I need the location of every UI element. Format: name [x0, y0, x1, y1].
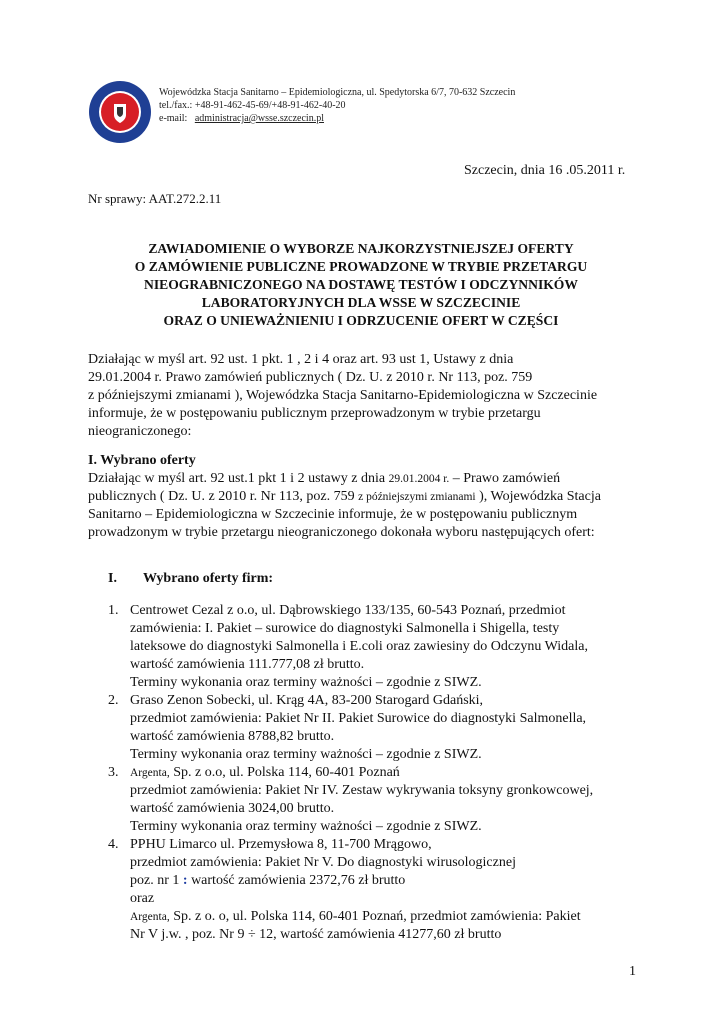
email-label: e-mail:: [159, 113, 188, 124]
intro-line: Działając w myśl art. 92 ust. 1 pkt. 1 , 2 i 4 oraz art. 93 ust 1, Ustawy z dnia: [88, 352, 514, 367]
item-line: PPHU Limarco ul. Przemysłowa 8, 11-700 Mrągowo,: [130, 837, 432, 852]
sanitary-inspection-logo: [88, 80, 152, 144]
section1-line: [88, 488, 640, 506]
section1-paragraph: [88, 470, 640, 542]
section-title: Wybrano oferty firm:: [142, 571, 274, 586]
list-item: [108, 836, 640, 944]
item-line: Graso Zenon Sobecki, ul. Krąg 4A, 83-200 Starogard Gdański,: [130, 693, 484, 708]
section-number: I.: [108, 571, 117, 586]
section1-line: [88, 470, 640, 488]
case-reference: Nr sprawy: AAT.272.2.11: [88, 191, 222, 206]
item-line: Centrowet Cezal z o.o, ul. Dąbrowskiego 133/135, 60-543 Poznań, przedmiot: [130, 603, 566, 618]
section-heading-selected: I. Wybrano oferty: [88, 453, 196, 468]
item-line: Terminy wykonania oraz terminy ważności – zgodnie z SIWZ.: [130, 819, 482, 834]
item-line: przedmiot zamówienia: Pakiet Nr V. Do diagnostyki wirusologicznej: [130, 855, 516, 870]
list-item: [108, 764, 640, 836]
item-line: wartość zamówienia 3024,00 brutto.: [130, 801, 335, 816]
item-line: [130, 908, 640, 926]
company-name: Argenta,: [130, 911, 170, 923]
item-line: [130, 764, 640, 782]
intro-line: nieograniczonego:: [88, 424, 192, 439]
letterhead-email-row: [159, 112, 515, 125]
intro-line: 29.01.2004 r. Prawo zamówień publicznych ( Dz. U. z 2010 r. Nr 113, poz. 759: [88, 370, 533, 385]
letterhead: [159, 86, 515, 125]
item-line: wartość zamówienia 8788,82 brutto.: [130, 729, 335, 744]
letterhead-address: Wojewódzka Stacja Sanitarno – Epidemiologiczna, ul. Spedytorska 6/7, 70-632 Szczecin: [159, 87, 516, 98]
letter-date: Szczecin, dnia 16 .05.2011 r.: [464, 163, 626, 178]
item-line: zamówienia: I. Pakiet – surowice do diagnostyki Salmonella i Shigella, testy: [130, 621, 560, 636]
item-line: przedmiot zamówienia: Pakiet Nr IV. Zestaw wykrywania toksyny gronkowcowej,: [130, 783, 594, 798]
text-span: 29.01.2004 r.: [388, 473, 450, 485]
item-number: 3.: [108, 765, 119, 780]
text-span: Działając w myśl art. 92 ust.1 pkt 1 i 2 ustawy z dnia: [88, 471, 389, 486]
company-name: Argenta,: [130, 767, 170, 779]
title-line: ZAWIADOMIENIE O WYBORZE NAJKORZYSTNIEJSZEJ OFERTY: [148, 241, 574, 256]
item-line: [130, 872, 640, 890]
text-span: poz. nr 1: [130, 873, 183, 888]
text-span: z późniejszymi zmianami: [358, 491, 476, 503]
text-span: Sp. z o.o, ul. Polska 114, 60-401 Poznań: [169, 765, 400, 780]
page-number: 1: [629, 964, 636, 979]
intro-paragraph: [88, 351, 640, 441]
section1-line: Sanitarno – Epidemiologiczna w Szczecinie informuje, że w postępowaniu publicznym: [88, 507, 578, 522]
title-line: LABORATORYJNYCH DLA WSSE W SZCZECINIE: [201, 295, 521, 310]
email-link[interactable]: administracja@wsse.szczecin.pl: [194, 113, 324, 124]
text-span: Sp. z o. o, ul. Polska 114, 60-401 Poznań, przedmiot zamówienia: Pakiet: [169, 909, 581, 924]
item-line: Terminy wykonania oraz terminy ważności – zgodnie z SIWZ.: [130, 675, 482, 690]
item-line: wartość zamówienia 111.777,08 zł brutto.: [130, 657, 365, 672]
letterhead-phone: tel./fax.: +48-91-462-45-69/+48-91-462-40-20: [159, 100, 346, 111]
item-number: 4.: [108, 837, 119, 852]
text-span: publicznych ( Dz. U. z 2010 r. Nr 113, poz. 759: [88, 489, 359, 504]
notice-title: [88, 240, 634, 330]
offers-list: [108, 602, 640, 944]
section-heading-firms: [108, 571, 273, 587]
intro-line: informuje, że w postępowaniu publicznym przeprowadzonym w trybie przetargu: [88, 406, 541, 421]
item-number: 1.: [108, 603, 119, 618]
colon-mark: :: [182, 873, 188, 888]
section1-line: prowadzonym w trybie przetargu nieograniczonego dokonała wyboru następujących ofert:: [88, 525, 595, 540]
list-item: [108, 692, 640, 764]
title-line: O ZAMÓWIENIE PUBLICZNE PROWADZONE W TRYBIE PRZETARGU: [134, 259, 588, 274]
item-line: oraz: [130, 891, 155, 906]
item-line: Nr V j.w. , poz. Nr 9 ÷ 12, wartość zamówienia 41277,60 zł brutto: [130, 927, 502, 942]
item-line: lateksowe do diagnostyki Salmonella i E.coli oraz zawiesiny do Odczynu Widala,: [130, 639, 588, 654]
text-span: wartość zamówienia 2372,76 zł brutto: [187, 873, 406, 888]
title-line: NIEOGRABNICZONEGO NA DOSTAWĘ TESTÓW I ODCZYNNIKÓW: [144, 277, 578, 292]
title-line: ORAZ O UNIEWAŻNIENIU I ODRZUCENIE OFERT W CZĘŚCI: [163, 313, 559, 328]
item-line: przedmiot zamówienia: Pakiet Nr II. Pakiet Surowice do diagnostyki Salmonella,: [130, 711, 587, 726]
intro-line: z późniejszymi zmianami ), Wojewódzka Stacja Sanitarno-Epidemiologiczna w Szczecinie: [88, 388, 598, 403]
text-span: ), Wojewódzka Stacja: [475, 489, 601, 504]
item-line: Terminy wykonania oraz terminy ważności – zgodnie z SIWZ.: [130, 747, 482, 762]
item-number: 2.: [108, 693, 119, 708]
list-item: [108, 602, 640, 692]
text-span: – Prawo zamówień: [449, 471, 561, 486]
